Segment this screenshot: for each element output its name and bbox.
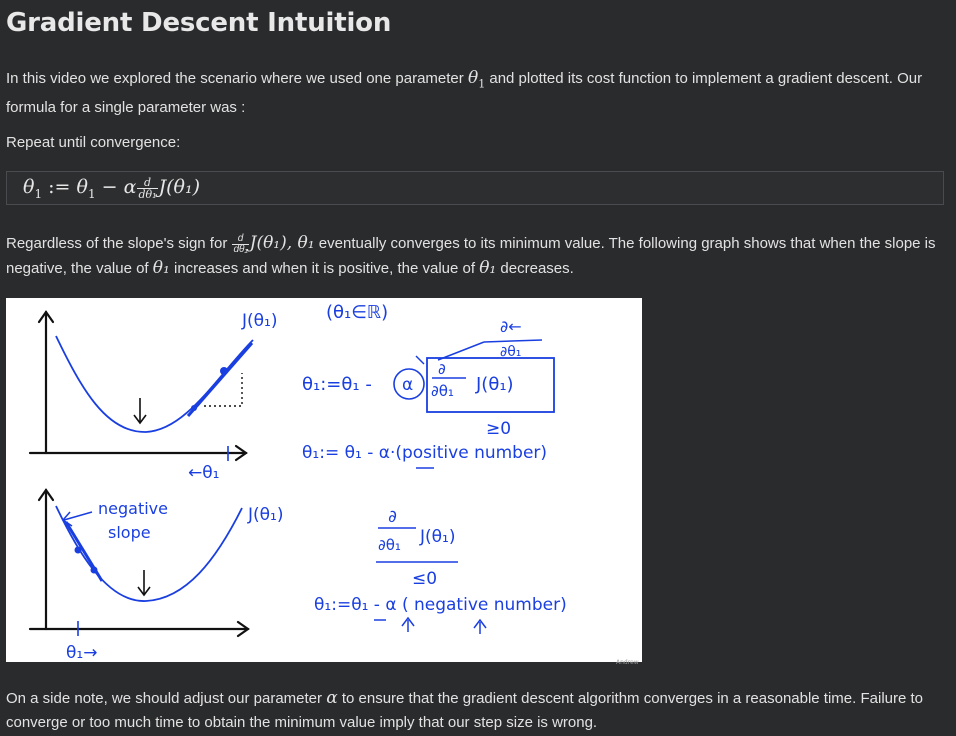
intro-paragraph bbox=[6, 66, 946, 120]
partial-theta-label: ∂θ₁ bbox=[500, 344, 522, 360]
theta-right-arrow-label: θ₁→ bbox=[66, 643, 98, 663]
up-arrows bbox=[402, 618, 486, 634]
alpha-circle-label: α bbox=[402, 375, 414, 395]
credit-text: Andrew bbox=[616, 659, 639, 666]
box-num: ∂ bbox=[438, 360, 446, 378]
top-point-a bbox=[220, 367, 228, 375]
alpha-arrow-label: ∂← bbox=[500, 317, 522, 336]
bottom-point-b bbox=[91, 567, 98, 574]
top-cost-curve bbox=[56, 336, 253, 432]
update-rule-positive: θ₁:= θ₁ - α·(positive number) bbox=[302, 443, 548, 463]
slope-paragraph: Regardless of the slope's sign for $\frac{d}{\text{dθ₁}}$ J(θ₁), θ₁ eventually converges to its minimum value. The following graph shows that when the slope is negative, the value of θ₁ increases and when it is positive, the value of θ₁ decreases. bbox=[6, 232, 936, 278]
ge-zero-label: ≥0 bbox=[486, 419, 512, 439]
intro-text-before: In this video we explored the scenario where we used one parameter bbox=[6, 70, 468, 87]
gradient-descent-figure bbox=[6, 298, 642, 666]
bottom-frac-j: J(θ₁) bbox=[420, 527, 456, 547]
bottom-min-arrow bbox=[138, 570, 150, 595]
partial-frac-bar bbox=[484, 340, 542, 342]
page-title: Gradient Descent Intuition bbox=[6, 8, 392, 38]
domain-label: (θ₁∈ℝ) bbox=[326, 302, 389, 323]
side-note-paragraph: On a side note, we should adjust our parameter α to ensure that the gradient descent algorithm converges in a reasonable time. Failure to converge or too much time to obtain the minimum value imply that our step size is wrong. bbox=[6, 688, 924, 731]
update-rule-negative: θ₁:=θ₁ - α ( negative number) bbox=[314, 595, 567, 615]
bottom-point-a bbox=[75, 547, 82, 554]
update-formula: $\theta_1$ := $\theta_1 - \alpha$ $\frac{d}{\text{dθ₁}}$ J(θ₁) bbox=[23, 175, 201, 201]
intro-text-after: and plotted its cost function to implement a gradient descent. Our formula for a single parameter was : bbox=[6, 70, 923, 117]
bottom-num: ∂ bbox=[388, 507, 397, 527]
box-j: J(θ₁) bbox=[476, 374, 514, 395]
top-min-arrow bbox=[134, 398, 146, 423]
top-point-b bbox=[191, 405, 197, 411]
box-arrow bbox=[416, 356, 424, 364]
repeat-label: Repeat until convergence: bbox=[6, 134, 181, 151]
neg-slope-label-1: negative bbox=[98, 499, 168, 518]
neg-slope-label-2: slope bbox=[108, 523, 151, 542]
le-zero-label: ≤0 bbox=[412, 569, 438, 589]
top-tangent-line bbox=[188, 343, 252, 416]
top-j-label: J(θ₁) bbox=[242, 311, 278, 331]
intro-theta: $\theta_1$ bbox=[467, 68, 486, 91]
figure-svg bbox=[6, 298, 642, 666]
formula-block bbox=[6, 171, 944, 205]
derivative-fraction: $\frac{d}{\text{dθ₁}}$ bbox=[138, 175, 157, 201]
slope-derivative-fraction: $\frac{d}{\text{dθ₁}}$ bbox=[233, 232, 248, 255]
box-den: ∂θ₁ bbox=[431, 382, 454, 400]
bottom-j-label: J(θ₁) bbox=[248, 505, 284, 525]
bottom-den: ∂θ₁ bbox=[378, 536, 401, 554]
update-rule-1: θ₁:=θ₁ - bbox=[302, 374, 372, 395]
theta-left-arrow-label: ←θ₁ bbox=[188, 463, 220, 483]
side-note-alpha: α bbox=[326, 688, 338, 708]
